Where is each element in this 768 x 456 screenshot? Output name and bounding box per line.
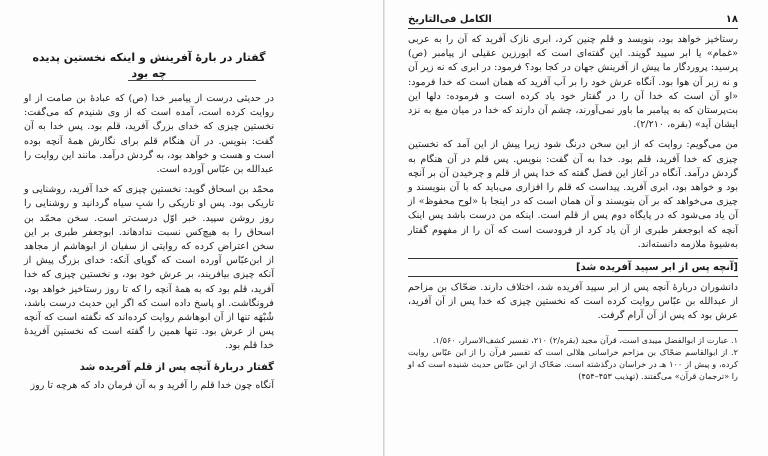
right-page — [384, 0, 768, 456]
footnote: ۱. عبارت از ابوالفضل میبدی است، قرآن مجید (بقره/۲) ۲۱۰، تفسیر کشف‌الاسرار، ۱/۵۶۰. — [432, 334, 738, 345]
chapter-heading: گفتار در بارهٔ آفرینش و اینکه نخستین پدیده چه بود — [32, 51, 266, 80]
heading-rule — [128, 80, 256, 81]
paragraph: آنگاه چون خدا قلم را آفرید و به آن فرمان داد که هرچه تا روز — [30, 379, 274, 391]
footnote-rule — [618, 330, 738, 331]
section-subheading: گفتار دربارهٔ آنچه پس از قلم آفریده شد — [79, 361, 274, 373]
running-head-title: الکامل فی‌التاریخ — [408, 14, 492, 25]
paragraph: دانشوران دربارهٔ آنچه پس از ابر سپید آفریده شد، اختلاف دارند. ضحّاک بن مزاحم از عبدالله بن عبّاس روایت کرده است که نخستین چیزی که خدا پس از آن آفرید، عرش بود که پس از آن آرام گرفت. — [408, 282, 738, 322]
running-header — [408, 14, 738, 29]
section-heading-boxed: [آنچه پس از ابر سپید آفریده شد] — [408, 258, 738, 277]
page-number: ۱۸ — [725, 14, 738, 25]
paragraph: رستاخیز خواهد بود، بنویسد و قلم چنین کرد، ابری نازک آفرید که آن را به عربی «غمام» یا ابر سپید گویند. این گفته‌ای است که ابورزین عقیلی از پیامبر (ص) پرسید: پروردگار ما پیش از آفرینش جهان در کجا بود؟ فرمود: در ابری که نه زیر آن و نه زبر آن هوا بود. آنگاه عرش خود را بر آب آفرید که همان است که خدا فرمود: «او آن است که خدا آن را در گفتار خود یاد کرده است و فرموده: دلها این بت‌پرستان که به پیامبر ما باور نمی‌آورند، چشم آن دارند که خدا در میان میغ به نزد ایشان آید» (بقره، ۲/۲۱۰). — [408, 34, 738, 131]
footnote: ۲. از ابوالقاسم ضحّاک بن مزاحم خراسانی هلالی است که تفسیر قرآن را از ابن عبّاس روایت کرده، و پیش از ۱۰۰ هـ در خراسان درگذشته است. ضحّاک از ابن عبّاس حدیث شنیده است که او را «ترجمان قرآن» می‌گفتند. (تهذیب ۴۵۳–۴۵۴) — [408, 346, 738, 381]
paragraph: من می‌گویم: روایت که از این سخن درنگ شود زیرا پیش از این آمد که نخستین چیزی که خدا آفرید، قلم بود. خدا به آن گفت: بنویس. پس قلم در آن هنگام به گردش درآمد. آنگاه در آغاز این فصل گفته که خدا پس از قلم و چرخیدن آن بر آنچه بود و خواهد بود، ابری آفرید. پیداست که قلم را افزاری می‌باید که با آن بنویسند و چیزی می‌خواهد که بر آن بنویسند و آن همان است که در اینجا با «لوح محفوظ» از آن یاد می‌شود که در پایگاه دوم پس از قلم است. اینکه من درست باشد پس اینک آنچه که ابوجعفر طبری از آن یاد کرد از فرودست است که آن را از مفهوم گفتار به‌شیوهٔ ملازمه دانسته‌اند. — [408, 139, 738, 250]
paragraph: محمّد بن اسحاق گوید: نخستین چیزی که خدا آفرید، روشنایی و تاریکی بود. پس او تاریکی را شبِ سیاه گردانید و روشنایی را روز روشن سپید. خبر اوّل درست‌تر است. سخن محمّد بن اسحاق را به هیچ‌کس نسبت ندادهاند. ابوجعفر طبری بر این سخن اعتراض کرده که روایتی از سفیان از ابوهاشم از مجاهد از ابن‌عبّاس آورده است که گویای آنکه: خدای بزرگ پیش از آنکه چیزی بیافریند، بر عرش خود بود، و نخستین چیزی که خدا آفرید، قلم بود که به همهٔ آنچه را که تا روز رستاخیز خواهد بود، فرونگاشت. او پاسخ داده است که اگر این حدیث درست باشد، شُبْهَه تنها از آن ابوهاشم روایت کرده‌اند که نگفته است که آنچه پس از عرش بود. تنها همین را گفته است که نخستین آفریدهٔ خدا قلم بود. — [24, 184, 274, 352]
paragraph: در حدیثی درست از پیامبر خدا (ص) که عبادهٔ بن صامت از او روایت کرده است، آمده است که از وی شنیدم که می‌گفت: نخستین چیزی که خدای بزرگ آفرید، قلم بود. پس خدا به آن گفت: بنویس. در آن هنگام قلم برای نگارش همهٔ آنچه بوده است و هست و خواهد بود، به گردش درآمد. مانند این روایت را عبدالله بن عبّاس آورده است. — [24, 93, 274, 176]
